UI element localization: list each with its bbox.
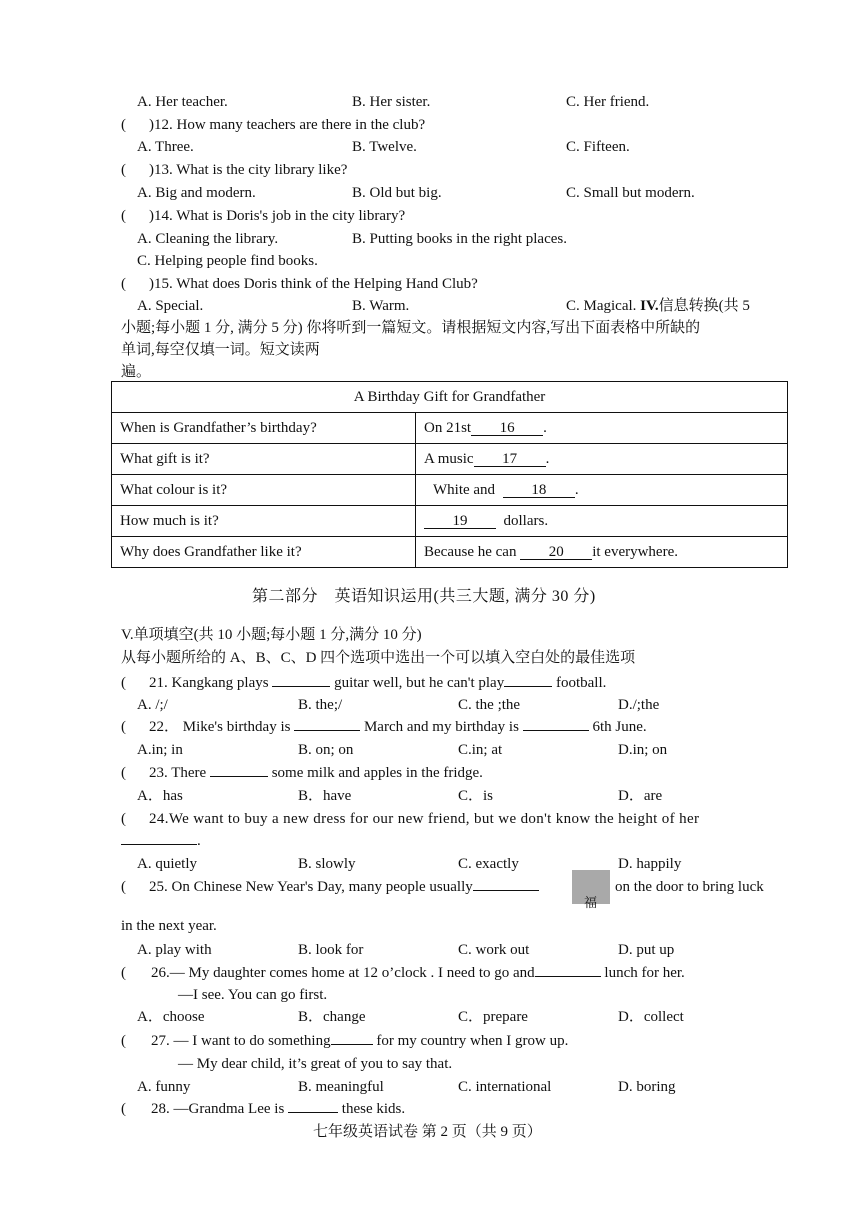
section4-instructions-line3: 单词,每空仅填一词。短文读两 [121, 342, 320, 358]
q23-option-a: A．has [137, 788, 183, 804]
q27-option-d: D. boring [618, 1079, 676, 1095]
section4-number: IV. [640, 298, 659, 314]
info-table [111, 381, 788, 568]
q24-option-b: B. slowly [298, 856, 356, 872]
q27-option-b: B. meaningful [298, 1079, 384, 1095]
table-answer: On 21st 16 . [416, 413, 788, 444]
table-row [112, 444, 788, 475]
q11-option-a: A. Her teacher. [137, 94, 228, 110]
q21-question: ( 21. Kangkang plays guitar well, but he can't play football. [121, 675, 607, 691]
q25-option-c: C. work out [458, 942, 530, 958]
table-question: What gift is it? [112, 444, 416, 475]
q24-option-c: C. exactly [458, 856, 519, 872]
q26-option-a: A．choose [137, 1009, 205, 1025]
q23-option-d: D．are [618, 788, 663, 804]
section4-instructions-line4: 遍。 [121, 364, 152, 380]
q26-question: ( 26.— My daughter comes home at 12 o’clock . I need to go and lunch for her. [121, 965, 685, 981]
table-row [112, 413, 788, 444]
q21-option-a: A. /;/ [137, 697, 168, 713]
q25-option-d: D. put up [618, 942, 675, 958]
q26-option-b: B．change [298, 1009, 366, 1025]
section5-title: V.单项填空(共 10 小题;每小题 1 分,满分 10 分) [121, 627, 422, 643]
q14-option-a: A. Cleaning the library. [137, 231, 279, 247]
q15-option-b: B. Warm. [352, 298, 410, 314]
q25-question: ( 25. On Chinese New Year's Day, many people usually [121, 877, 539, 897]
table-row [112, 506, 788, 537]
table-row [112, 475, 788, 506]
q27-reply: — My dear child, it’s great of you to say that. [178, 1056, 453, 1072]
q27-option-c: C. international [458, 1079, 552, 1095]
q21-option-d: D./;the [618, 697, 660, 713]
q22-option-d: D.in; on [618, 742, 668, 758]
q26-option-d: D．collect [618, 1009, 684, 1025]
table-question: How much is it? [112, 506, 416, 537]
q24-question: ( 24.We want to buy a new dress for our new friend, but we don't know the height of her [121, 811, 700, 827]
q28-question: ( 28. —Grandma Lee is these kids. [121, 1101, 406, 1117]
answer-blank-20[interactable]: 20 [520, 545, 592, 560]
table-title: A Birthday Gift for Grandfather [112, 382, 788, 413]
q15-option-a: A. Special. [137, 298, 204, 314]
q22-option-b: B. on; on [298, 742, 354, 758]
q27-question: ( 27. — I want to do something for my country when I grow up. [121, 1033, 569, 1049]
q26-option-c: C．prepare [458, 1009, 528, 1025]
q23-question: ( 23. There some milk and apples in the fridge. [121, 765, 483, 781]
q15-question: ( )15. What does Doris think of the Helping Hand Club? [121, 276, 478, 292]
q11-option-c: C. Her friend. [566, 94, 650, 110]
table-answer: A music 17 . [416, 444, 788, 475]
section4-title: 信息转换(共 5 [658, 298, 750, 314]
table-row [112, 537, 788, 568]
section5-instruction: 从每小题所给的 A、B、C、D 四个选项中选出一个可以填入空白处的最佳选项 [121, 650, 636, 666]
q22-option-c: C.in; at [458, 742, 503, 758]
q22-question: ( 22． Mike's birthday is March and my birthday is 6th June. [121, 719, 647, 735]
table-question: When is Grandfather’s birthday? [112, 413, 416, 444]
answer-blank-18[interactable]: 18 [503, 483, 575, 498]
q15-option-c-and-section4-heading: C. Magical. IV.信息转换(共 5 [566, 298, 750, 314]
q14-option-b: B. Putting books in the right places. [352, 231, 567, 247]
q13-question: ( )13. What is the city library like? [121, 162, 348, 178]
q22-option-a: A.in; in [137, 742, 183, 758]
q24-question-end: . [121, 831, 201, 851]
answer-blank-19[interactable]: 19 [424, 514, 496, 529]
q13-text: 13. What is the city library like? [154, 162, 348, 178]
q23-option-b: B．have [298, 788, 352, 804]
q11-option-b: B. Her sister. [352, 94, 431, 110]
section4-instructions-line2: 小题;每小题 1 分, 满分 5 分) 你将听到一篇短文。请根据短文内容,写出下面表格中所缺的 [121, 320, 701, 336]
q25-option-a: A. play with [137, 942, 212, 958]
q21-option-c: C. the ;the [458, 697, 521, 713]
table-question: What colour is it? [112, 475, 416, 506]
q12-option-a: A. Three. [137, 139, 194, 155]
page-footer: 七年级英语试卷 第 2 页（共 9 页） [313, 1124, 542, 1140]
q25-option-b: B. look for [298, 942, 364, 958]
q25-question-end: in the next year. [121, 918, 217, 934]
table-answer: 19 dollars. [416, 506, 788, 537]
q26-reply: —I see. You can go first. [178, 987, 328, 1003]
q14-text: 14. What is Doris's job in the city library? [154, 208, 406, 224]
q27-option-a: A. funny [137, 1079, 191, 1095]
q12-text: 12. How many teachers are there in the club? [154, 117, 426, 133]
q13-option-c: C. Small but modern. [566, 185, 695, 201]
table-question: Why does Grandfather like it? [112, 537, 416, 568]
q12-question: ( )12. How many teachers are there in the club? [121, 117, 426, 133]
q23-option-c: C．is [458, 788, 494, 804]
q14-option-c: C. Helping people find books. [137, 253, 318, 269]
q14-question: ( )14. What is Doris's job in the city library? [121, 208, 406, 224]
fu-character-image: 福 [572, 870, 610, 904]
answer-blank-16[interactable]: 16 [471, 421, 543, 436]
q15-text: 15. What does Doris think of the Helping Hand Club? [154, 276, 478, 292]
q12-option-c: C. Fifteen. [566, 139, 630, 155]
q21-option-b: B. the;/ [298, 697, 343, 713]
q24-option-d: D. happily [618, 856, 682, 872]
part2-title: 第二部分 英语知识运用(共三大题, 满分 30 分) [252, 588, 596, 605]
q13-option-a: A. Big and modern. [137, 185, 256, 201]
table-answer: White and 18 . [416, 475, 788, 506]
q24-option-a: A. quietly [137, 856, 197, 872]
q13-option-b: B. Old but big. [352, 185, 442, 201]
q12-option-b: B. Twelve. [352, 139, 417, 155]
table-answer: Because he can 20 it everywhere. [416, 537, 788, 568]
q25-question-cont: on the door to bring luck [615, 879, 764, 895]
answer-blank-17[interactable]: 17 [474, 452, 546, 467]
